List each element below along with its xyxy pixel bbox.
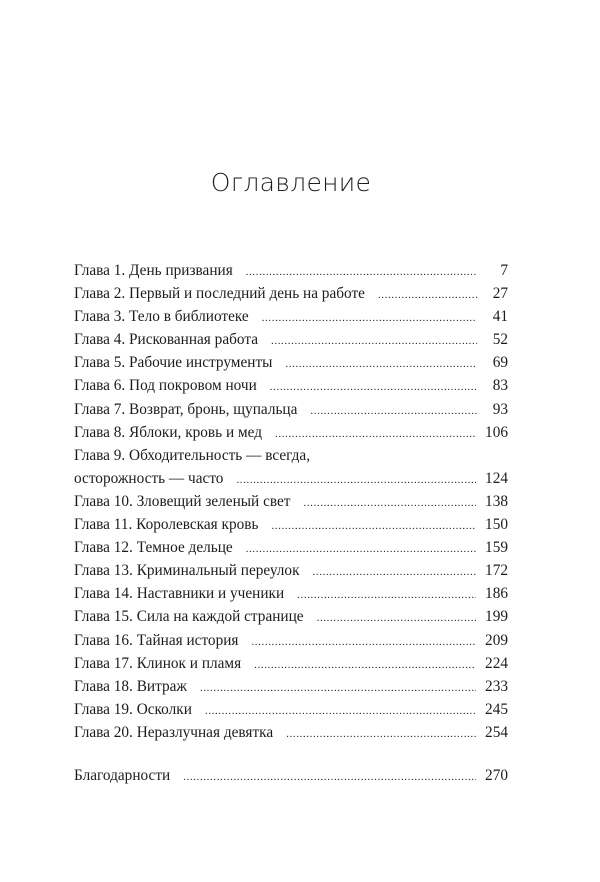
toc-entry-chapter-18[interactable]	[74, 675, 508, 698]
toc-entry-page-number: 224	[485, 654, 508, 672]
dot-leader	[275, 429, 476, 440]
toc-entry-page-number: 27	[492, 285, 508, 303]
dot-leader	[285, 359, 477, 370]
toc-entry-page-number: 233	[485, 677, 508, 695]
toc-entry-label: Глава 6. Под покровом ночи	[74, 377, 257, 395]
toc-entry-chapter-17[interactable]	[74, 652, 508, 675]
toc-entry-label: Глава 20. Неразлучная девятка	[74, 723, 274, 741]
dot-leader	[378, 290, 477, 301]
toc-entry-page-number: 159	[485, 539, 508, 557]
toc-entry-page-number: 69	[492, 354, 508, 372]
toc-entry-page-number: 209	[485, 631, 508, 649]
section-gap	[74, 744, 508, 764]
toc-entry-label: Глава 3. Тело в библиотеке	[74, 308, 249, 326]
toc-entry-label: Глава 12. Темное дельце	[74, 539, 233, 557]
toc-entry-label: Глава 8. Яблоки, кровь и мед	[74, 423, 263, 441]
toc-entry-chapter-16[interactable]	[74, 629, 508, 652]
toc-entry-label: Глава 18. Витраж	[74, 677, 187, 695]
toc-entry-label: Глава 19. Осколки	[74, 700, 192, 718]
dot-leader	[251, 637, 476, 648]
toc-entry-label-line-1: Глава 9. Обходительность — всегда,	[74, 446, 311, 464]
toc-entry-page-number: 138	[485, 492, 508, 510]
toc-entry-label: Глава 16. Тайная история	[74, 631, 239, 649]
toc-entry-chapter-11[interactable]	[74, 513, 508, 536]
toc-entry-chapter-13[interactable]	[74, 559, 508, 582]
toc-entry-page-number: 245	[485, 700, 508, 718]
toc-entry-label: Благодарности	[74, 766, 171, 784]
dot-leader	[246, 267, 477, 278]
dot-leader	[236, 475, 476, 486]
toc-entry-chapter-6[interactable]	[74, 374, 508, 397]
dot-leader	[303, 498, 476, 509]
dot-leader	[246, 544, 476, 555]
toc-entry-chapter-14[interactable]	[74, 582, 508, 605]
toc-entry-chapter-20[interactable]	[74, 721, 508, 744]
dot-leader	[262, 313, 477, 324]
toc-entry-label: Глава 4. Рискованная работа	[74, 331, 258, 349]
toc-entry-page-number: 93	[492, 400, 508, 418]
toc-entry-chapter-12[interactable]	[74, 536, 508, 559]
dot-leader	[310, 406, 477, 417]
toc-entry-page-number: 106	[485, 423, 508, 441]
toc-entry-chapter-4[interactable]	[74, 328, 508, 351]
toc-entry-chapter-2[interactable]	[74, 282, 508, 305]
toc-entry-chapter-15[interactable]	[74, 605, 508, 628]
toc-entry-label: Глава 5. Рабочие инструменты	[74, 354, 273, 372]
toc-entry-label: Глава 2. Первый и последний день на работе	[74, 285, 365, 303]
dot-leader	[271, 336, 477, 347]
toc-entry-label: Глава 15. Сила на каждой странице	[74, 608, 304, 626]
dot-leader	[270, 382, 477, 393]
toc-entry-chapter-3[interactable]	[74, 305, 508, 328]
toc-entry-label: Глава 17. Клинок и пламя	[74, 654, 242, 672]
toc-entry-label: Глава 1. День призвания	[74, 262, 233, 279]
toc-entry-chapter-19[interactable]	[74, 698, 508, 721]
toc-entry-chapter-10[interactable]	[74, 490, 508, 513]
dot-leader	[271, 521, 476, 532]
toc-entry-label: Глава 7. Возврат, бронь, щупальца	[74, 400, 298, 418]
dot-leader	[313, 567, 477, 578]
toc-entry-chapter-9[interactable]	[74, 444, 508, 490]
dot-leader	[254, 660, 476, 671]
toc-entry-label: Глава 14. Наставники и ученики	[74, 585, 285, 603]
page-title: Оглавление	[210, 168, 372, 197]
dot-leader	[200, 683, 476, 694]
toc-entry-page-number: 124	[485, 469, 508, 487]
toc-entry-page-number: 270	[485, 766, 508, 784]
dot-leader	[286, 729, 476, 740]
toc-entry-page-number: 41	[492, 308, 508, 326]
toc-entry-page-number: 186	[485, 585, 508, 603]
dot-leader	[205, 706, 476, 717]
toc-entry-page-number: 83	[492, 377, 508, 395]
toc-entry-chapter-5[interactable]	[74, 351, 508, 374]
toc-entry-chapter-7[interactable]	[74, 398, 508, 421]
toc-entry-acknowledgements[interactable]	[74, 764, 508, 787]
toc-entry-page-number: 254	[485, 723, 508, 741]
toc-entry-page-number: 199	[485, 608, 508, 626]
toc-entry-chapter-1[interactable]	[74, 259, 508, 282]
toc-entry-label-line-2: осторожность — часто	[74, 469, 224, 487]
toc-entry-page-number: 52	[492, 331, 508, 349]
dot-leader	[297, 590, 476, 601]
toc-entry-label: Глава 11. Королевская кровь	[74, 516, 259, 534]
dot-leader	[317, 613, 476, 624]
dot-leader	[183, 772, 476, 783]
toc-entry-page-number: 172	[485, 562, 508, 580]
toc-entry-label: Глава 13. Криминальный переулок	[74, 562, 300, 580]
toc-entry-page-number: 150	[485, 516, 508, 534]
toc-entry-label: Глава 10. Зловещий зеленый свет	[74, 492, 291, 510]
toc-entry-chapter-8[interactable]	[74, 421, 508, 444]
table-of-contents	[74, 259, 508, 787]
toc-entry-page-number: 7	[500, 262, 508, 279]
